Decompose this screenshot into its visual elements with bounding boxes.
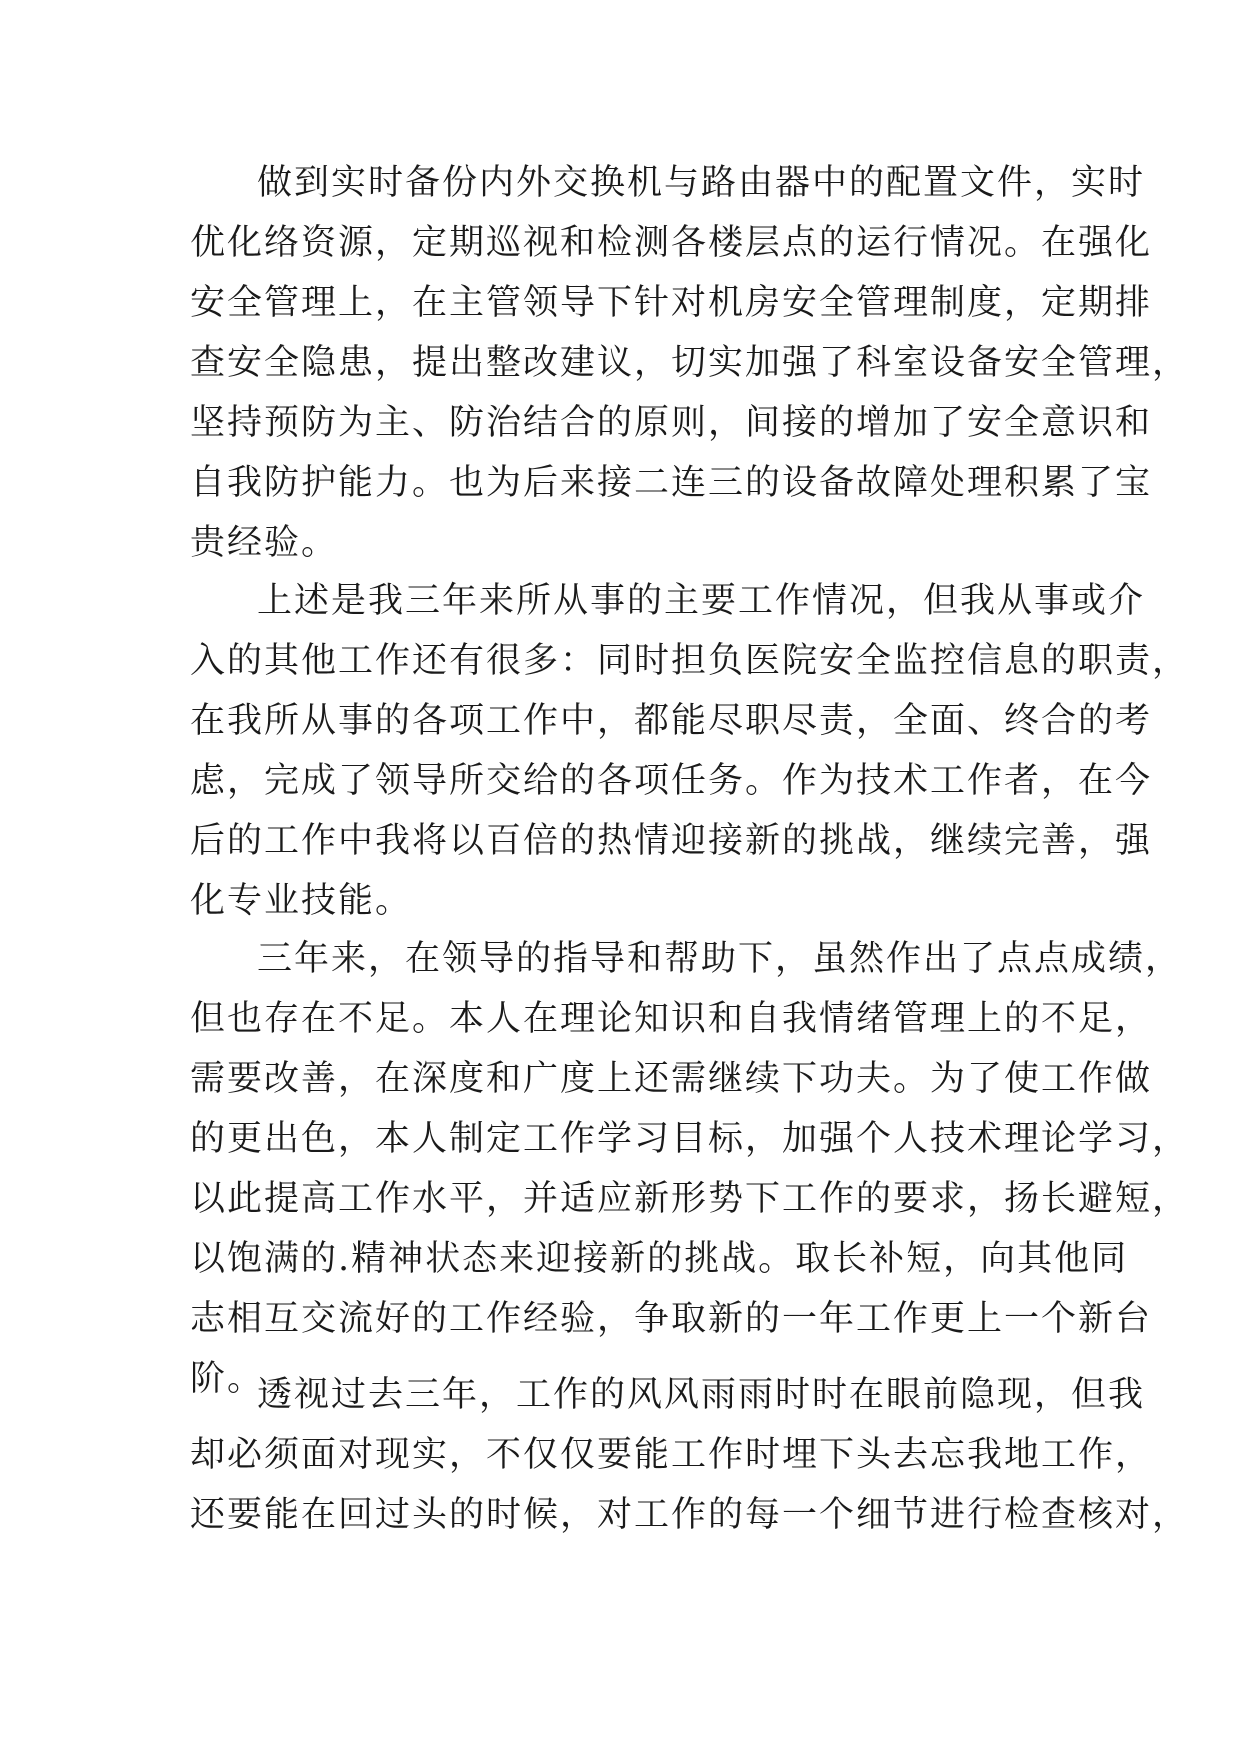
paragraph-line: 但也存在不足。本人在理论知识和自我情绪管理上的不足，: [190, 999, 1153, 1039]
paragraph-line: 还要能在回过头的时候，对工作的每一个细节进行检查核对，: [190, 1495, 1190, 1535]
paragraph-line: 以饱满的.精神状态来迎接新的挑战。取长补短，向其他同: [190, 1239, 1129, 1279]
paragraph-3: [190, 929, 1189, 1409]
paragraph-line: 以此提高工作水平，并适应新形势下工作的要求，扬长避短，: [190, 1179, 1190, 1219]
paragraph-line: 却必须面对现实，不仅仅要能工作时埋下头去忘我地工作，: [190, 1435, 1153, 1475]
paragraph-line: 贵经验。: [190, 523, 339, 563]
paragraph-line: 坚持预防为主、防治结合的原则，间接的增加了安全意识和: [190, 403, 1153, 443]
paragraph-line: 阶。: [190, 1359, 265, 1399]
paragraph-line: 入的其他工作还有很多：同时担负医院安全监控信息的职责，: [190, 641, 1190, 681]
paragraph-line: 透视过去三年，工作的风风雨雨时时在眼前隐现，但我: [257, 1375, 1146, 1415]
paragraph-line: 自我防护能力。也为后来接二连三的设备故障处理积累了宝: [190, 463, 1153, 503]
paragraph-line: 志相互交流好的工作经验，争取新的一年工作更上一个新台: [190, 1299, 1153, 1339]
paragraph-line: 化专业技能。: [190, 881, 413, 921]
paragraph-1: [190, 153, 1189, 573]
paragraph-line: 优化络资源，定期巡视和检测各楼层点的运行情况。在强化: [190, 223, 1153, 263]
paragraph-2: [190, 571, 1189, 931]
paragraph-line: 需要改善，在深度和广度上还需继续下功夫。为了使工作做: [190, 1059, 1153, 1099]
paragraph-line: 后的工作中我将以百倍的热情迎接新的挑战，继续完善，强: [190, 821, 1153, 861]
paragraph-line: 查安全隐患，提出整改建议，切实加强了科室设备安全管理，: [190, 343, 1190, 383]
paragraph-line: 在我所从事的各项工作中，都能尽职尽责，全面、终合的考: [190, 701, 1153, 741]
paragraph-line: 三年来，在领导的指导和帮助下，虽然作出了点点成绩，: [257, 939, 1183, 979]
paragraph-4: [190, 1365, 1189, 1545]
paragraph-line: 虑，完成了领导所交给的各项任务。作为技术工作者，在今: [190, 761, 1153, 801]
paragraph-line: 上述是我三年来所从事的主要工作情况，但我从事或介: [257, 581, 1146, 621]
paragraph-line: 安全管理上，在主管领导下针对机房安全管理制度，定期排: [190, 283, 1153, 323]
paragraph-line: 的更出色，本人制定工作学习目标，加强个人技术理论学习，: [190, 1119, 1190, 1159]
paragraph-line: 做到实时备份内外交换机与路由器中的配置文件，实时: [257, 163, 1146, 203]
